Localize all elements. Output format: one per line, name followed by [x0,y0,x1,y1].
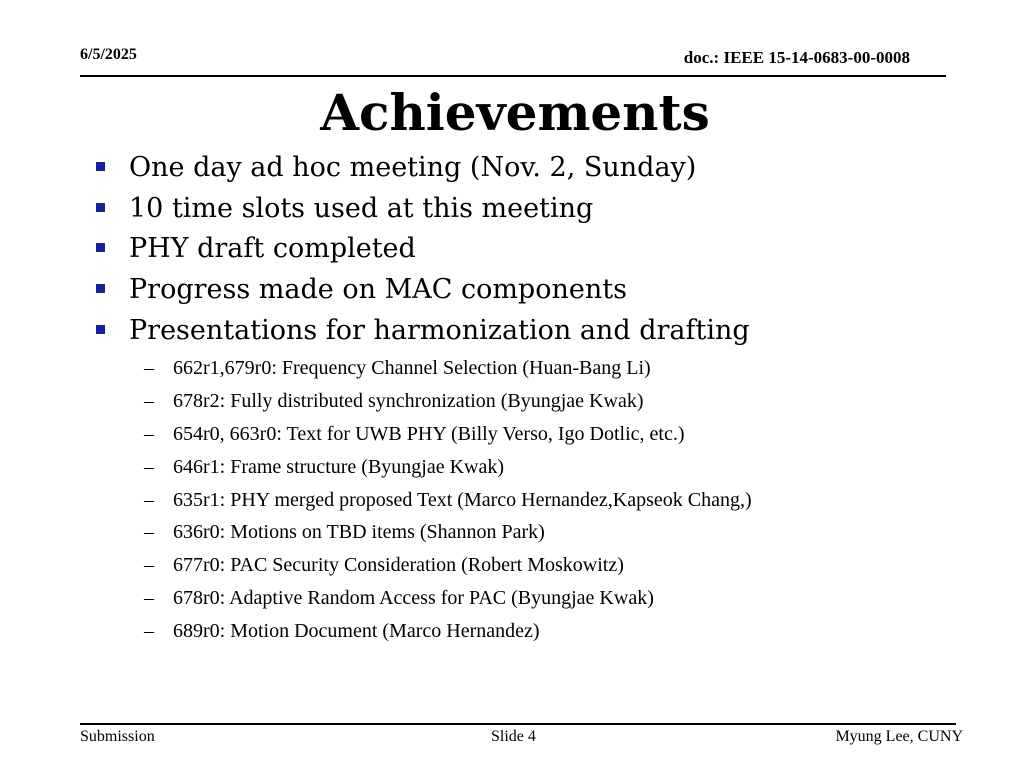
sub-bullet-text: 635r1: PHY merged proposed Text (Marco Hernandez,Kapseok Chang,) [173,488,752,511]
footer-submission: Submission [80,728,155,745]
dash-bullet-icon: – [144,587,154,610]
dash-bullet-icon: – [144,422,154,445]
sub-bullet-text: 678r2: Fully distributed synchronization (Byungjae Kwak) [173,389,644,412]
bullet-text: PHY draft completed [129,233,416,265]
dash-bullet-icon: – [144,521,154,544]
sub-bullet-text: 646r1: Frame structure (Byungjae Kwak) [173,455,505,478]
bullet-text: Progress made on MAC components [129,274,627,306]
sub-bullet-item [144,418,752,451]
sub-bullet-list [144,352,752,648]
bullet-text: Presentations for harmonization and drafting [129,314,750,346]
bullet-item [92,148,750,189]
square-bullet-icon [96,243,105,252]
bullet-text: One day ad hoc meeting (Nov. 2, Sunday) [129,152,697,183]
sub-bullet-text: 636r0: Motions on TBD items (Shannon Park) [173,521,545,544]
slide-title: Achievements [320,83,710,142]
square-bullet-icon [96,284,105,293]
bullet-item [92,189,750,230]
square-bullet-icon [96,162,105,171]
sub-bullet-text: 689r0: Motion Document (Marco Hernandez) [173,620,540,643]
footer-divider [80,723,956,725]
sub-bullet-text: 678r0: Adaptive Random Access for PAC (Byungjae Kwak) [173,587,654,610]
bullet-item [92,311,750,352]
header-doc-id: doc.: IEEE 15-14-0683-00-0008 [683,48,910,67]
sub-bullet-item [144,615,752,648]
header-divider [80,75,946,77]
sub-bullet-item [144,352,752,385]
sub-bullet-text: 677r0: PAC Security Consideration (Robert Moskowitz) [173,554,624,577]
sub-bullet-item [144,451,752,484]
header-date: 6/5/2025 [80,46,137,63]
bullet-text: 10 time slots used at this meeting [129,192,594,224]
sub-bullet-item [144,484,752,517]
dash-bullet-icon: – [144,554,154,577]
dash-bullet-icon: – [144,455,154,478]
square-bullet-icon [96,325,105,334]
dash-bullet-icon: – [144,620,154,643]
dash-bullet-icon: – [144,389,154,412]
square-bullet-icon [96,203,105,212]
bullet-item [92,270,750,311]
sub-bullet-item [144,582,752,615]
dash-bullet-icon: – [144,488,154,511]
footer-author: Myung Lee, CUNY [835,728,963,745]
footer-slide-number: Slide 4 [491,728,536,745]
sub-bullet-item [144,549,752,582]
sub-bullet-item [144,516,752,549]
sub-bullet-item [144,385,752,418]
bullet-item [92,229,750,270]
bullet-list [92,148,750,351]
sub-bullet-text: 654r0, 663r0: Text for UWB PHY (Billy Verso, Igo Dotlic, etc.) [173,422,685,445]
sub-bullet-text: 662r1,679r0: Frequency Channel Selection (Huan-Bang Li) [173,357,651,379]
dash-bullet-icon: – [144,357,154,379]
